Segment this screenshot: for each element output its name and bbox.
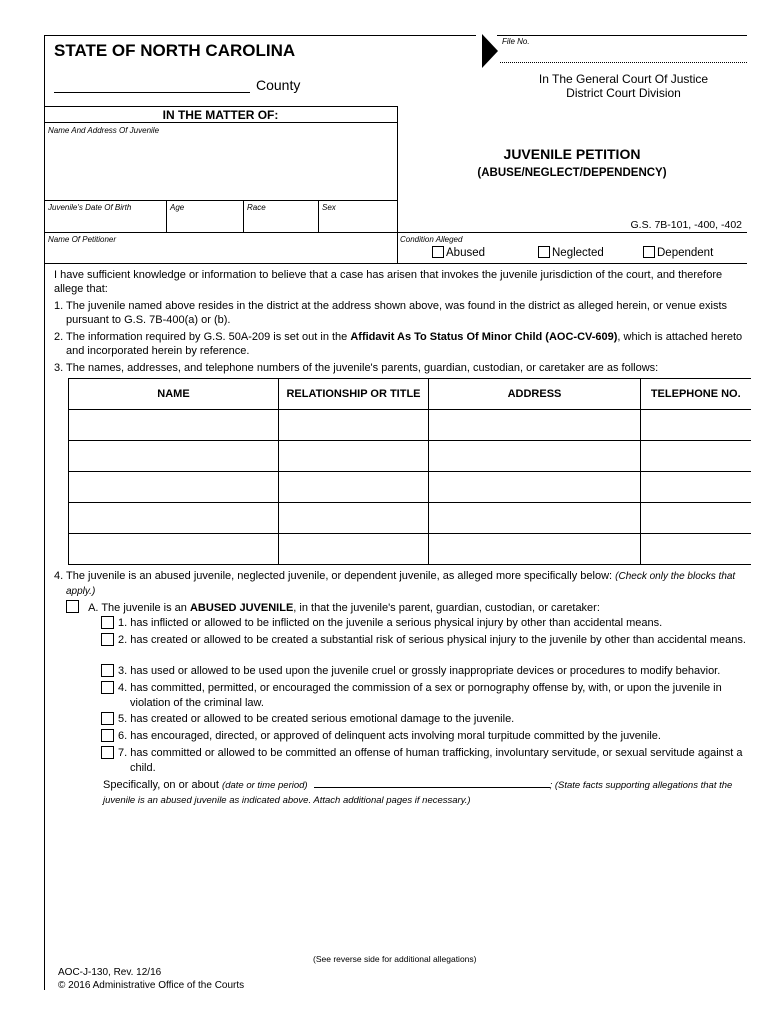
cell-name[interactable]	[69, 534, 279, 565]
col-telephone: TELEPHONE NO.	[641, 379, 751, 410]
cell-telephone[interactable]	[641, 410, 751, 441]
affidavit-reference: Affidavit As To Status Of Minor Child (AOC-CV-609)	[350, 331, 618, 343]
contacts-table	[68, 378, 751, 565]
form-number: AOC-J-130, Rev. 12/16	[58, 967, 162, 978]
file-arrow-icon	[482, 34, 500, 68]
cell-address[interactable]	[429, 534, 641, 565]
neglected-label: Neglected	[552, 247, 604, 259]
cell-telephone[interactable]	[641, 534, 751, 565]
conditions-bottom	[44, 263, 747, 264]
cell-address[interactable]	[429, 503, 641, 534]
abuse-item-5-checkbox[interactable]	[101, 712, 114, 725]
allegation-2-text: 2. The information required by G.S. 50A-209 is set out in the	[54, 331, 351, 343]
copyright: © 2016 Administrative Office of the Courts	[58, 980, 245, 991]
allegation-4-hint: (Check only the blocks that apply.)	[66, 571, 736, 597]
table-row	[69, 534, 751, 565]
state-title: STATE OF NORTH CAROLINA	[54, 41, 296, 60]
cell-relationship[interactable]	[279, 410, 429, 441]
file-no-field[interactable]	[500, 62, 747, 64]
matter-title: IN THE MATTER OF:	[162, 108, 279, 122]
court-line1: In The General Court Of Justice	[538, 72, 709, 86]
cell-relationship[interactable]	[279, 472, 429, 503]
name-address-field[interactable]	[48, 138, 393, 198]
divider	[243, 200, 244, 232]
neglected-checkbox[interactable]	[538, 246, 550, 258]
abused-section	[66, 600, 746, 615]
matter-right-line	[397, 106, 398, 264]
statute: G.S. 7B-101, -400, -402	[630, 219, 742, 231]
allegation-4	[54, 569, 758, 599]
dob-label: Juvenile's Date Of Birth	[48, 203, 132, 212]
allegation-1: 1. The juvenile named above resides in the district at the address shown above, was found in the district as alleged herein, or venue exists pursuant to G.S. 7B-400(a) or (b).	[54, 300, 728, 326]
petition-title: JUVENILE PETITION	[503, 146, 641, 162]
abused-juvenile-checkbox[interactable]	[66, 600, 79, 613]
county-label: County	[256, 77, 301, 93]
abused-label: Abused	[446, 247, 486, 259]
table-row	[69, 410, 751, 441]
abuse-item-4-checkbox[interactable]	[101, 681, 114, 694]
specifically-label: Specifically, on or about	[103, 779, 223, 791]
dependent-label: Dependent	[657, 247, 714, 259]
cell-address[interactable]	[429, 441, 641, 472]
sex-label: Sex	[322, 203, 336, 212]
intro-text: I have sufficient knowledge or information to believe that a case has arisen that invokes the juvenile jurisdiction of the court, and therefore allege that:	[54, 269, 723, 295]
cell-relationship[interactable]	[279, 534, 429, 565]
allegation-4-text: 4. The juvenile is an abused juvenile, neglected juvenile, or dependent juvenile, as alleged more specifically below:	[54, 570, 616, 582]
top-border-right	[497, 35, 747, 36]
table-row	[69, 441, 751, 472]
name-address-label: Name And Address Of Juvenile	[48, 126, 160, 135]
cell-address[interactable]	[429, 410, 641, 441]
date-hint: (date or time period)	[222, 780, 308, 791]
abuse-item-1-checkbox[interactable]	[101, 616, 114, 629]
abuse-item-3-checkbox[interactable]	[101, 664, 114, 677]
allegation-3: 3. The names, addresses, and telephone numbers of the juvenile's parents, guardian, custodian, or caretaker are as follows:	[54, 362, 659, 374]
cell-name[interactable]	[69, 410, 279, 441]
date-field[interactable]	[314, 777, 550, 788]
cell-name[interactable]	[69, 503, 279, 534]
top-border	[44, 35, 476, 36]
race-label: Race	[247, 203, 266, 212]
abused-checkbox[interactable]	[432, 246, 444, 258]
abuse-item-1-text: 1. has inflicted or allowed to be inflicted on the juvenile a serious physical injury by other than accidental means.	[118, 617, 663, 629]
divider	[166, 200, 167, 232]
condition-neglected[interactable]	[538, 246, 604, 259]
abuse-item-2-text: 2. has created or allowed to be created a substantial risk of serious physical injury to the juvenile by other than accidental means.	[118, 634, 746, 646]
dependent-checkbox[interactable]	[643, 246, 655, 258]
abused-prefix: A. The juvenile is an	[88, 602, 190, 614]
col-address: ADDRESS	[429, 379, 641, 410]
col-name: NAME	[69, 379, 279, 410]
specifically-block	[103, 777, 748, 808]
cell-address[interactable]	[429, 472, 641, 503]
abused-juvenile-label: ABUSED JUVENILE	[189, 602, 294, 614]
matter-top-line	[44, 106, 397, 107]
petitioner-row-top	[44, 232, 747, 233]
petition-subtitle: (ABUSE/NEGLECT/DEPENDENCY)	[477, 167, 667, 179]
dob-row-top	[44, 200, 397, 201]
cell-name[interactable]	[69, 472, 279, 503]
table-row	[69, 472, 751, 503]
cell-telephone[interactable]	[641, 503, 751, 534]
abuse-item-3-text: 3. has used or allowed to be used upon the juvenile cruel or grossly inappropriate devices or procedures to modify behavior.	[118, 665, 721, 677]
matter-sub-line	[44, 122, 397, 123]
col-relationship: RELATIONSHIP OR TITLE	[279, 379, 429, 410]
abused-suffix: , in that the juvenile's parent, guardian, custodian, or caretaker:	[293, 602, 600, 614]
condition-dependent[interactable]	[643, 246, 713, 259]
cell-relationship[interactable]	[279, 503, 429, 534]
reverse-note: (See reverse side for additional allegations)	[313, 954, 477, 964]
allegation-2-tail: , which is attached hereto and incorporated herein by reference.	[66, 331, 743, 357]
condition-label: Condition Alleged	[400, 235, 463, 244]
cell-telephone[interactable]	[641, 441, 751, 472]
petitioner-label: Name Of Petitioner	[48, 235, 117, 244]
divider	[318, 200, 319, 232]
cell-relationship[interactable]	[279, 441, 429, 472]
abuse-item-2-checkbox[interactable]	[101, 633, 114, 646]
abuse-item-7-checkbox[interactable]	[101, 746, 114, 759]
age-label: Age	[170, 203, 185, 212]
file-no-label: File No.	[502, 37, 530, 46]
cell-telephone[interactable]	[641, 472, 751, 503]
abuse-item-4-text: 4. has committed, permitted, or encouraged the commission of a sex or pornography offense by, with, or upon the juvenile in violation of the criminal law.	[118, 682, 722, 709]
facts-hint: ; (State facts supporting allegations that the juvenile is an abused juvenile as indicated above. Attach additional pages if necessary.)	[103, 780, 733, 806]
court-info	[500, 72, 747, 100]
abuse-item-5-text: 5. has created or allowed to be created serious emotional damage to the juvenile.	[118, 713, 515, 725]
condition-abused[interactable]	[432, 246, 485, 259]
county-line	[54, 92, 250, 93]
allegation-2	[54, 330, 758, 358]
left-border	[44, 35, 45, 990]
table-row	[69, 503, 751, 534]
abuse-item-6-text: 6. has encouraged, directed, or approved of delinquent acts involving moral turpitude committed by the juvenile.	[118, 730, 661, 742]
abuse-item-6-checkbox[interactable]	[101, 729, 114, 742]
abuse-item-7-text: 7. has committed or allowed to be committed an offense of human trafficking, involuntary servitude, or sexual servitude against a child.	[118, 747, 743, 774]
court-line2: District Court Division	[566, 86, 681, 100]
cell-name[interactable]	[69, 441, 279, 472]
